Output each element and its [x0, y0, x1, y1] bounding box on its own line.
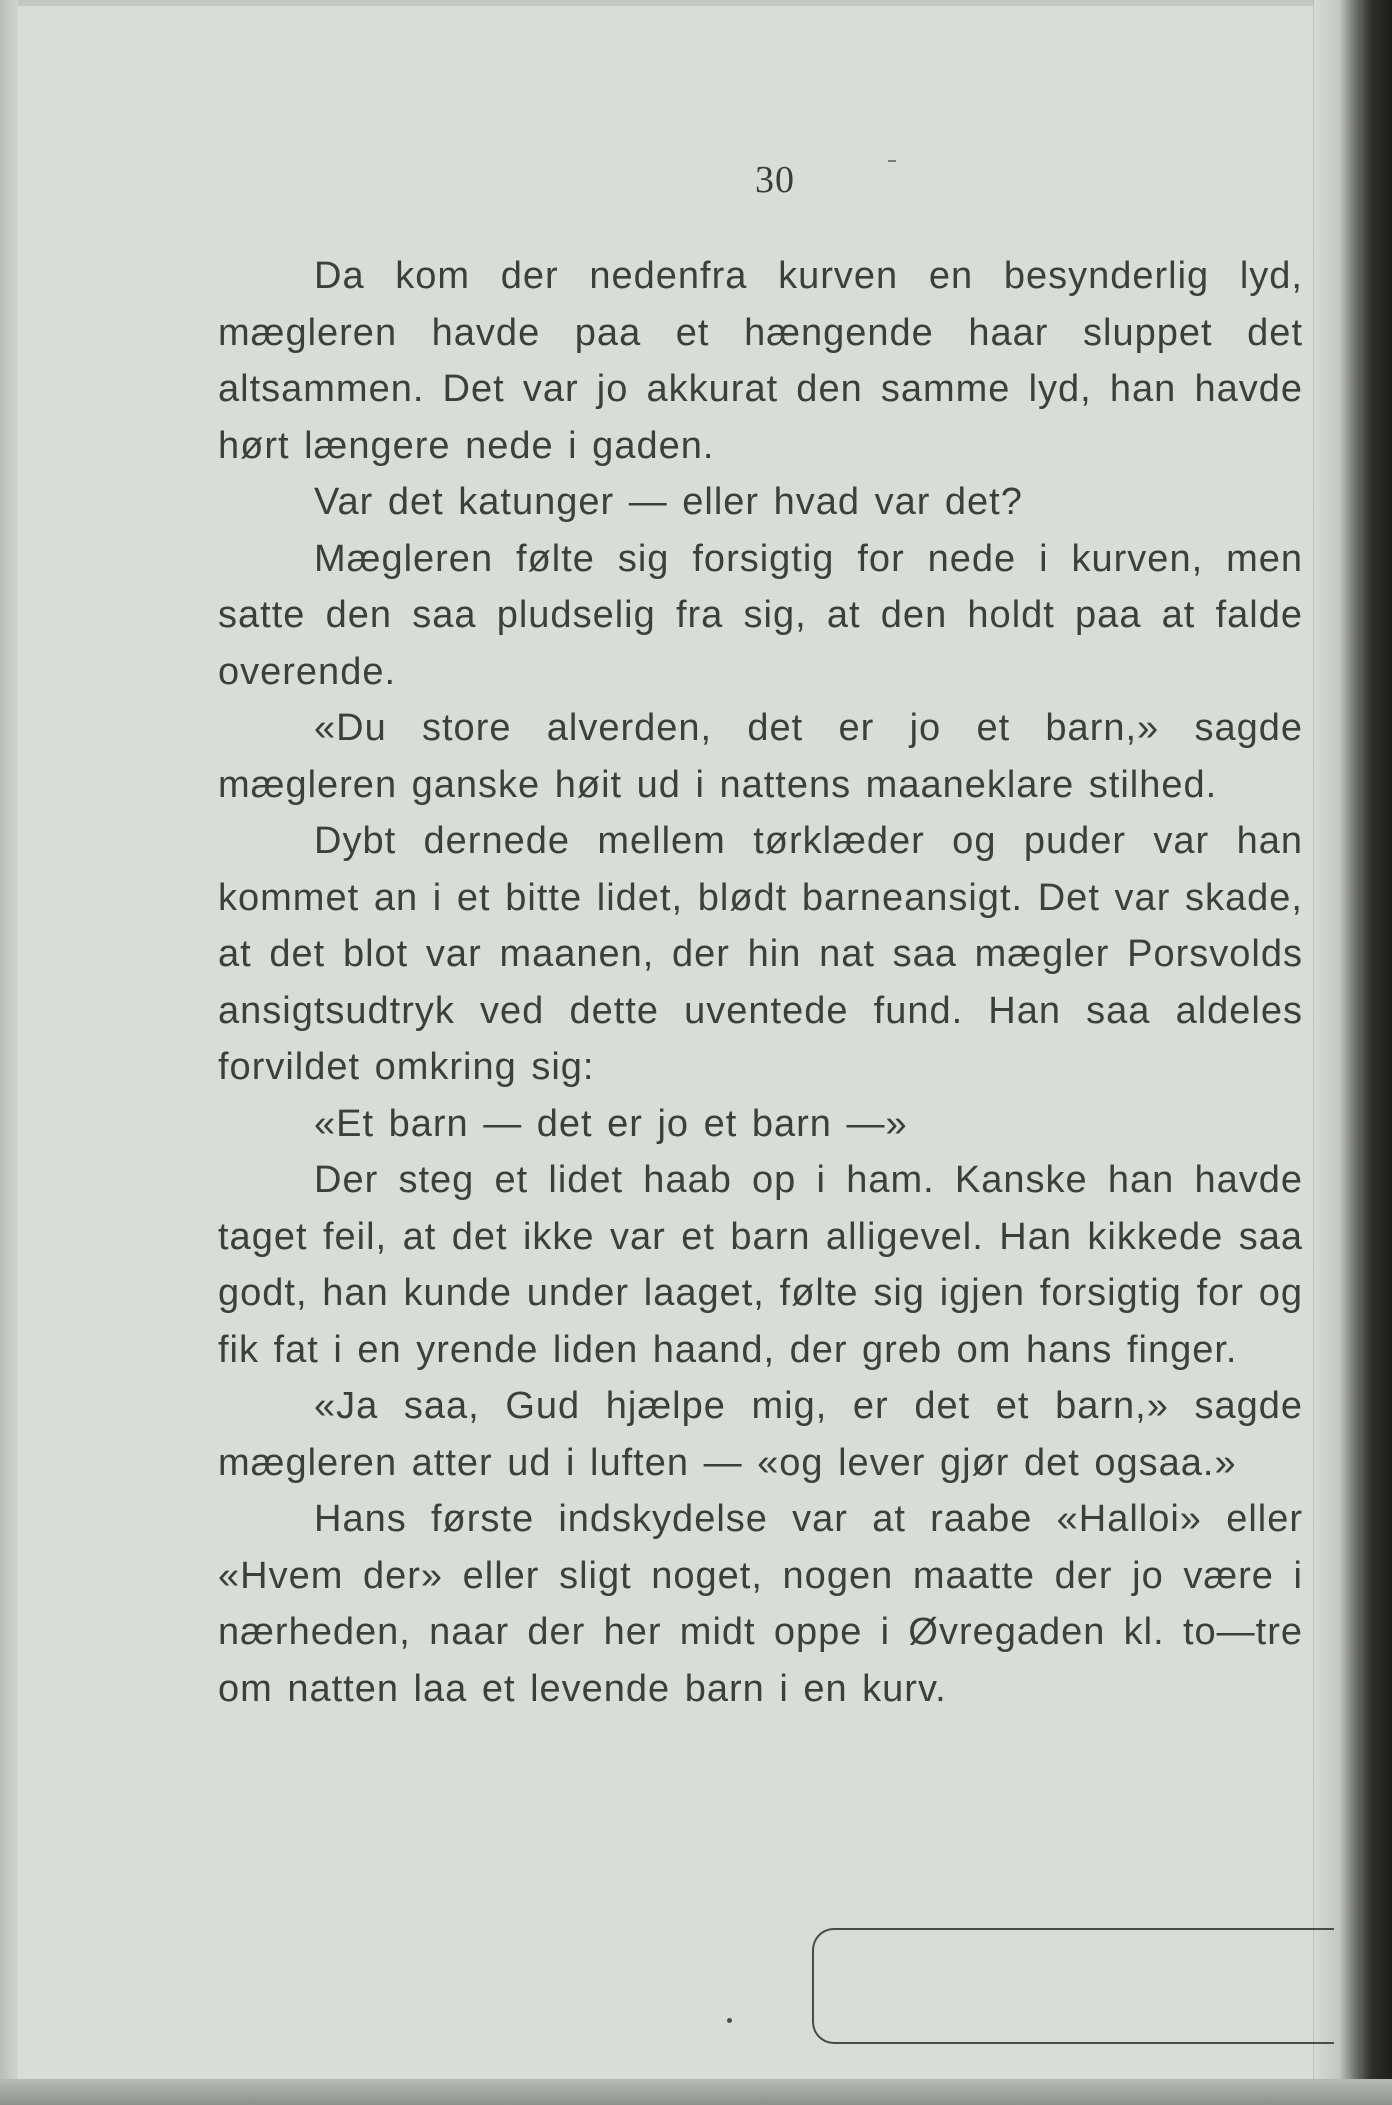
- paragraph: Mægleren følte sig forsigtig for nede i kurven, men satte den saa pludselig fra sig, at den holdt paa at falde overende.: [218, 537, 1303, 693]
- paragraph: «Ja saa, Gud hjælpe mig, er det et barn,» sagde mægleren atter ud i luften — «og lever gjør det ogsaa.»: [218, 1385, 1303, 1484]
- page-bottom-edge: [0, 2079, 1392, 2105]
- page-number: 30: [755, 159, 795, 201]
- paragraph: Dybt dernede mellem tørklæder og puder var han kommet an i et bitte lidet, blødt barneansigt. Det var skade, at det blot var maanen, der hin nat saa mægler Porsvolds ansigtsudtryk ved dette uventede fund. Han saa aldeles forvildet omkring sig:: [218, 820, 1303, 1088]
- paragraph: Var det katunger — eller hvad var det?: [314, 481, 1023, 523]
- page-left-edge: [0, 0, 18, 2105]
- ink-speck: [727, 2018, 732, 2023]
- paragraph: «Du store alverden, det er jo et barn,» sagde mægleren ganske høit ud i nattens maaneklare stilhed.: [218, 707, 1303, 806]
- paragraph: Da kom der nedenfra kurven en besynderlig lyd, mægleren havde paa et hængende haar sluppet det altsammen. Det var jo akkurat den samme lyd, han havde hørt længere nede i gaden.: [218, 255, 1303, 467]
- next-page-edge: [1313, 0, 1340, 2105]
- library-stamp-frame: [812, 1928, 1334, 2044]
- paragraph: Der steg et lidet haab op i ham. Kanske han havde taget feil, at det ikke var et barn alligevel. Han kikkede saa godt, han kunde under laaget, følte sig igjen forsigtig for og fik fat i en yrende liden haand, der greb om hans finger.: [218, 1159, 1303, 1371]
- page-top-edge: [0, 0, 1392, 6]
- paragraph: Hans første indskydelse var at raabe «Halloi» eller «Hvem der» eller sligt noget, nogen maatte der jo være i nærheden, naar der her midt oppe i Øvregaden kl. to—tre om natten laa et levende barn i en kurv.: [218, 1498, 1303, 1710]
- book-gutter-shadow: [1340, 0, 1392, 2105]
- paragraph: «Et barn — det er jo et barn —»: [314, 1102, 908, 1145]
- body-text: [218, 248, 1303, 1717]
